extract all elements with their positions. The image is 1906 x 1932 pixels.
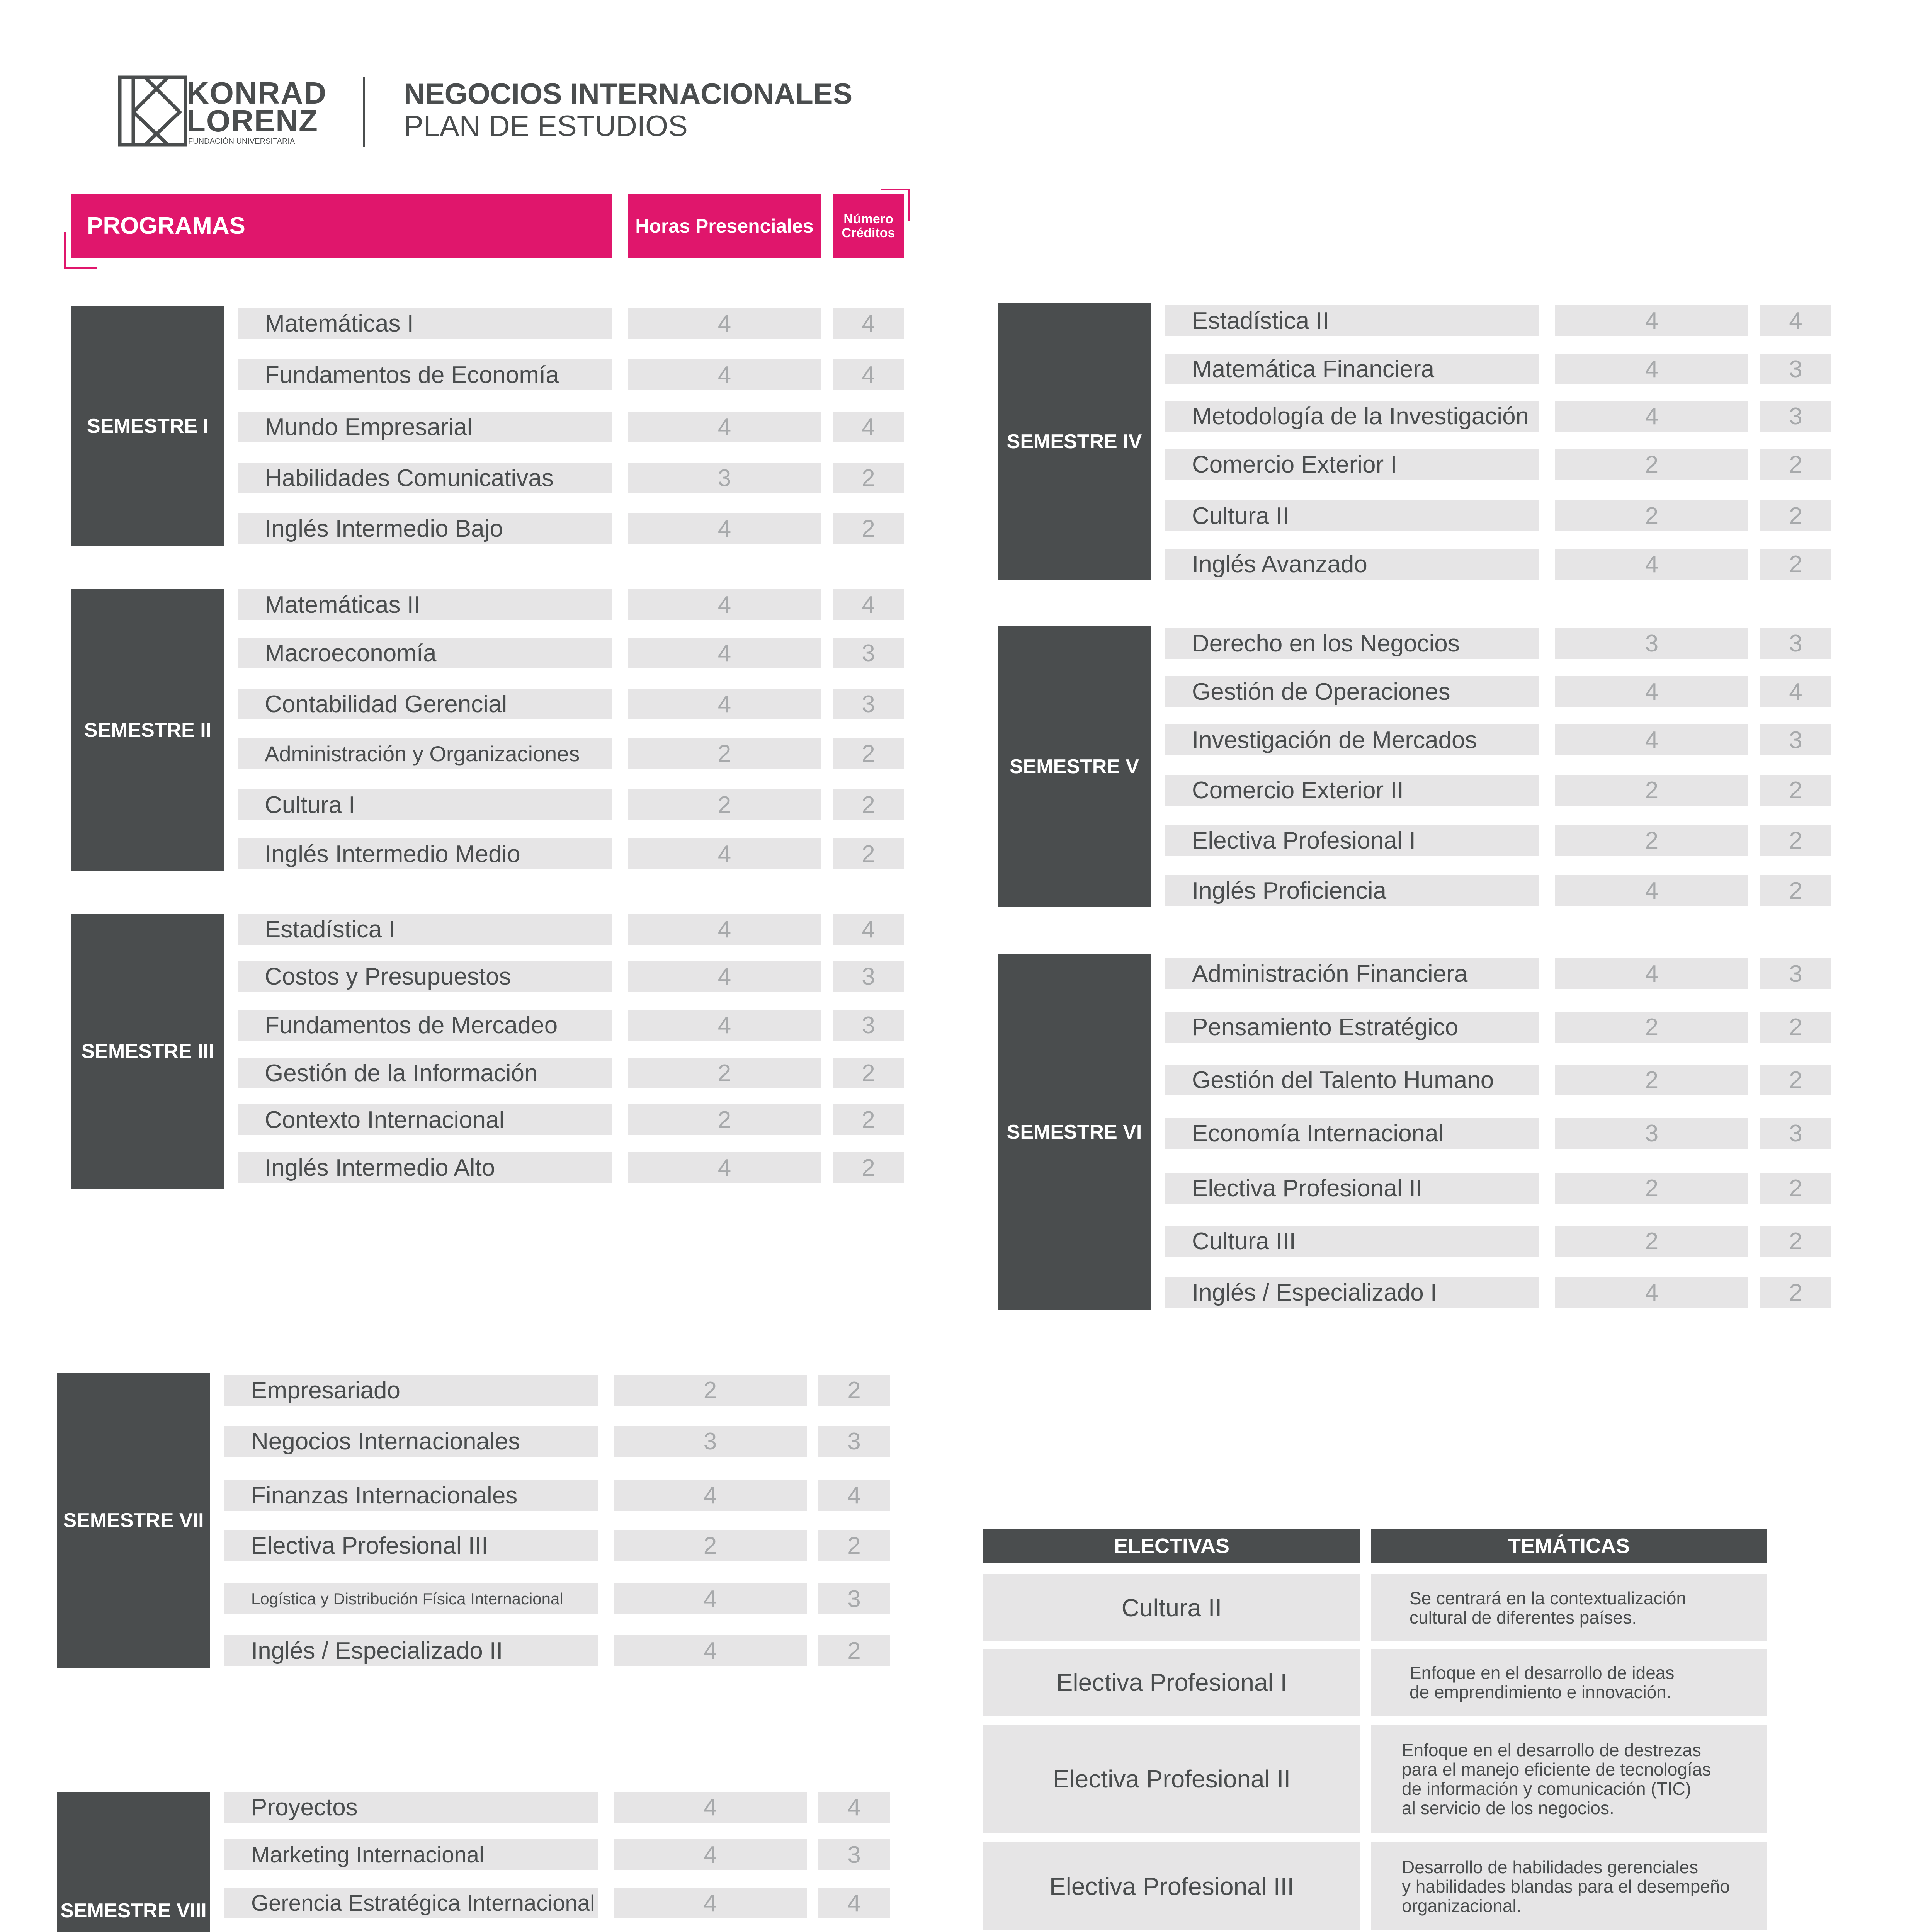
course-horas: 4 [1555, 676, 1748, 707]
course-creditos: 2 [1760, 1065, 1831, 1095]
course-horas: 2 [1555, 500, 1748, 531]
course-creditos: 2 [1760, 449, 1831, 480]
course-creditos: 2 [1760, 500, 1831, 531]
page-title: NEGOCIOS INTERNACIONALES [404, 78, 853, 111]
course-name: Inglés / Especializado II [224, 1635, 598, 1666]
course-name: Electiva Profesional II [1165, 1173, 1539, 1204]
course-name: Inglés Avanzado [1165, 549, 1539, 580]
course-horas: 2 [628, 1104, 821, 1135]
course-name: Comercio Exterior I [1165, 449, 1539, 480]
programas-header [71, 194, 612, 258]
course-creditos: 4 [833, 914, 904, 945]
elective-description: Desarrollo de habilidades gerenciales y habilidades blandas para el desempeño organizacional. [1371, 1842, 1767, 1930]
course-name: Fundamentos de Mercadeo [238, 1010, 612, 1041]
course-name: Habilidades Comunicativas [238, 463, 612, 493]
course-creditos: 2 [1760, 1173, 1831, 1204]
course-horas: 4 [1555, 724, 1748, 755]
logo-line1: KONRAD [187, 76, 327, 110]
course-creditos: 3 [1760, 958, 1831, 989]
course-creditos: 2 [833, 838, 904, 869]
course-name: Inglés Proficiencia [1165, 875, 1539, 906]
semester-label: SEMESTRE IV [998, 303, 1151, 580]
course-name: Inglés Intermedio Alto [238, 1152, 612, 1183]
course-horas: 4 [628, 513, 821, 544]
course-creditos: 3 [1760, 401, 1831, 432]
course-creditos: 4 [1760, 676, 1831, 707]
course-horas: 4 [628, 308, 821, 339]
course-horas: 4 [614, 1583, 807, 1614]
course-name: Derecho en los Negocios [1165, 628, 1539, 659]
course-horas: 3 [614, 1426, 807, 1457]
course-creditos: 4 [833, 412, 904, 442]
elective-name: Electiva Profesional I [983, 1649, 1360, 1716]
course-name: Economía Internacional [1165, 1118, 1539, 1149]
semester-label: SEMESTRE I [71, 306, 224, 546]
course-horas: 4 [1555, 549, 1748, 580]
course-creditos: 4 [833, 359, 904, 390]
course-horas: 2 [628, 1058, 821, 1088]
elective-description: Enfoque en el desarrollo de ideas de emprendimiento e innovación. [1371, 1649, 1767, 1716]
course-horas: 4 [1555, 958, 1748, 989]
course-creditos: 3 [1760, 354, 1831, 384]
course-horas: 4 [1555, 1277, 1748, 1308]
semester-label: SEMESTRE V [998, 626, 1151, 907]
course-creditos: 2 [833, 1104, 904, 1135]
logo-sub: FUNDACIÓN UNIVERSITARIA [188, 137, 295, 146]
elective-name: Electiva Profesional III [983, 1842, 1360, 1930]
elective-name: Cultura II [983, 1574, 1360, 1641]
course-horas: 4 [628, 412, 821, 442]
course-creditos: 2 [1760, 1277, 1831, 1308]
course-horas: 4 [628, 1010, 821, 1041]
course-horas: 3 [1555, 1118, 1748, 1149]
course-creditos: 2 [833, 1058, 904, 1088]
course-creditos: 2 [818, 1530, 890, 1561]
course-horas: 4 [614, 1792, 807, 1823]
course-horas: 4 [628, 961, 821, 992]
electivas-header: ELECTIVAS [983, 1529, 1360, 1563]
course-name: Comercio Exterior II [1165, 775, 1539, 806]
course-creditos: 4 [1760, 305, 1831, 336]
course-creditos: 2 [1760, 549, 1831, 580]
course-name: Contabilidad Gerencial [238, 689, 612, 719]
course-creditos: 3 [818, 1839, 890, 1870]
course-horas: 4 [628, 1152, 821, 1183]
course-creditos: 3 [1760, 1118, 1831, 1149]
course-name: Pensamiento Estratégico [1165, 1012, 1539, 1043]
course-name: Finanzas Internacionales [224, 1480, 598, 1511]
course-name: Marketing Internacional [224, 1839, 598, 1870]
course-name: Contexto Internacional [238, 1104, 612, 1135]
course-horas: 4 [628, 359, 821, 390]
course-name: Cultura II [1165, 500, 1539, 531]
course-creditos: 3 [833, 1010, 904, 1041]
course-horas: 2 [1555, 1226, 1748, 1257]
course-horas: 4 [1555, 305, 1748, 336]
course-name: Empresariado [224, 1375, 598, 1406]
course-name: Negocios Internacionales [224, 1426, 598, 1457]
course-name: Inglés / Especializado I [1165, 1277, 1539, 1308]
course-creditos: 3 [818, 1583, 890, 1614]
course-creditos: 2 [1760, 875, 1831, 906]
course-name: Administración y Organizaciones [238, 738, 612, 769]
course-name: Matemáticas II [238, 589, 612, 620]
horas-header [628, 194, 821, 258]
course-creditos: 2 [833, 789, 904, 820]
course-name: Macroeconomía [238, 638, 612, 668]
course-horas: 4 [1555, 354, 1748, 384]
programas-label: PROGRAMAS [87, 213, 245, 239]
semester-label: SEMESTRE VII [57, 1373, 210, 1668]
course-horas: 2 [1555, 775, 1748, 806]
elective-description: Se centrará en la contextualización cultural de diferentes países. [1371, 1574, 1767, 1641]
course-horas: 2 [1555, 825, 1748, 856]
semester-label: SEMESTRE III [71, 914, 224, 1189]
course-creditos: 3 [833, 689, 904, 719]
course-name: Estadística II [1165, 305, 1539, 336]
course-horas: 3 [1555, 628, 1748, 659]
course-creditos: 4 [833, 589, 904, 620]
course-name: Proyectos [224, 1792, 598, 1823]
elective-name: Electiva Profesional II [983, 1725, 1360, 1833]
course-creditos: 2 [833, 463, 904, 493]
course-creditos: 2 [818, 1635, 890, 1666]
course-horas: 4 [614, 1480, 807, 1511]
konrad-lorenz-logo-icon [118, 75, 187, 147]
course-horas: 2 [1555, 449, 1748, 480]
course-horas: 4 [614, 1888, 807, 1918]
course-horas: 2 [628, 738, 821, 769]
course-creditos: 4 [818, 1888, 890, 1918]
course-horas: 4 [628, 589, 821, 620]
course-name: Fundamentos de Economía [238, 359, 612, 390]
course-creditos: 3 [818, 1426, 890, 1457]
course-horas: 4 [614, 1839, 807, 1870]
course-name: Metodología de la Investigación [1165, 401, 1539, 432]
course-horas: 4 [628, 914, 821, 945]
logo [118, 75, 326, 149]
course-horas: 4 [614, 1635, 807, 1666]
creditos-label-1: Número [843, 211, 893, 226]
course-horas: 2 [1555, 1173, 1748, 1204]
semester-label: SEMESTRE VIII [57, 1792, 210, 1932]
creditos-label-2: Créditos [842, 225, 895, 240]
course-name: Matemática Financiera [1165, 354, 1539, 384]
creditos-header [833, 194, 904, 258]
course-name: Matemáticas I [238, 308, 612, 339]
course-creditos: 2 [818, 1375, 890, 1406]
course-creditos: 3 [833, 638, 904, 668]
course-name: Estadística I [238, 914, 612, 945]
course-creditos: 3 [1760, 628, 1831, 659]
course-name: Gestión del Talento Humano [1165, 1065, 1539, 1095]
course-creditos: 2 [1760, 825, 1831, 856]
course-horas: 4 [628, 689, 821, 719]
course-creditos: 3 [833, 961, 904, 992]
course-creditos: 3 [1760, 724, 1831, 755]
course-horas: 4 [1555, 401, 1748, 432]
course-creditos: 2 [833, 738, 904, 769]
header-divider [363, 77, 365, 147]
course-name: Cultura I [238, 789, 612, 820]
course-name: Gerencia Estratégica Internacional [224, 1888, 598, 1918]
course-creditos: 2 [1760, 775, 1831, 806]
course-creditos: 4 [833, 308, 904, 339]
course-name: Cultura III [1165, 1226, 1539, 1257]
course-name: Costos y Presupuestos [238, 961, 612, 992]
course-creditos: 4 [818, 1792, 890, 1823]
course-name: Investigación de Mercados [1165, 724, 1539, 755]
page-subtitle: PLAN DE ESTUDIOS [404, 110, 688, 143]
course-creditos: 2 [833, 1152, 904, 1183]
semester-label: SEMESTRE VI [998, 954, 1151, 1310]
logo-line2: LORENZ [187, 104, 318, 138]
semester-label: SEMESTRE II [71, 589, 224, 871]
course-horas: 2 [614, 1530, 807, 1561]
course-name: Gestión de la Información [238, 1058, 612, 1088]
course-creditos: 4 [818, 1480, 890, 1511]
course-name: Administración Financiera [1165, 958, 1539, 989]
tematicas-header: TEMÁTICAS [1371, 1529, 1767, 1563]
course-horas: 2 [628, 789, 821, 820]
horas-label: Horas Presenciales [635, 215, 814, 237]
course-name: Electiva Profesional III [224, 1530, 598, 1561]
course-creditos: 2 [1760, 1012, 1831, 1043]
course-name: Inglés Intermedio Bajo [238, 513, 612, 544]
course-name: Logística y Distribución Física Internacional [224, 1583, 598, 1614]
course-horas: 2 [1555, 1065, 1748, 1095]
course-creditos: 2 [833, 513, 904, 544]
course-horas: 3 [628, 463, 821, 493]
course-horas: 2 [614, 1375, 807, 1406]
course-horas: 4 [628, 838, 821, 869]
course-name: Gestión de Operaciones [1165, 676, 1539, 707]
course-horas: 4 [1555, 875, 1748, 906]
course-horas: 2 [1555, 1012, 1748, 1043]
course-name: Mundo Empresarial [238, 412, 612, 442]
course-name: Inglés Intermedio Medio [238, 838, 612, 869]
course-name: Electiva Profesional I [1165, 825, 1539, 856]
elective-description: Enfoque en el desarrollo de destrezas para el manejo eficiente de tecnologías de información y comunicación (TIC) al servicio de los negocios. [1371, 1725, 1767, 1833]
course-horas: 4 [628, 638, 821, 668]
course-creditos: 2 [1760, 1226, 1831, 1257]
